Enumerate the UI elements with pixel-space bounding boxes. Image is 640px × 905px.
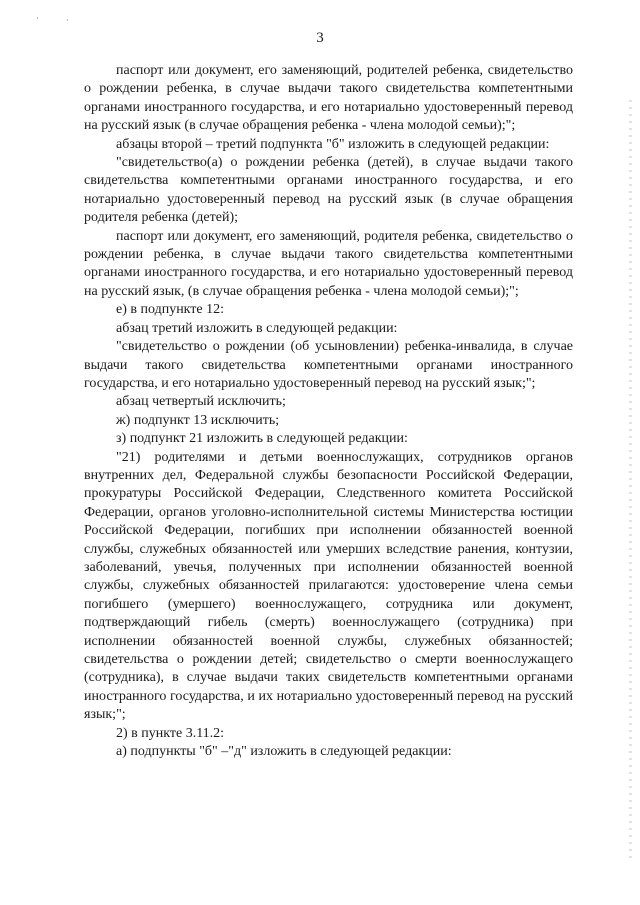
paragraph: паспорт или документ, его заменяющий, родителя ребенка, свидетельство о рождении ребенка, в случае выдачи такого свидетельства компетентными органами иностранного государства, и его нотариально удостоверенный перевод на русский язык, (в случае обращения ребенка - члена молодой семьи);"; [84, 228, 573, 299]
scan-artifact-mark: · [66, 16, 69, 25]
paragraph: з) подпункт 21 изложить в следующей редакции: [116, 431, 408, 447]
paragraph: 2) в пункте 3.11.2: [116, 725, 225, 741]
scan-artifact-mark: · [36, 14, 39, 23]
document-body [84, 62, 573, 761]
paragraph: "свидетельство о рождении (об усыновлении) ребенка-инвалида, в случае выдачи такого свидетельства компетентными органами иностранного государства, и его нотариально удостоверенный перевод на русский язык;"; [84, 339, 573, 391]
paragraph: е) в подпункте 12: [116, 302, 225, 318]
paragraph: а) подпункты "б" –"д" изложить в следующей редакции: [116, 744, 452, 760]
paragraph: паспорт или документ, его заменяющий, родителей ребенка, свидетельство о рождении ребенка, в случае выдачи такого свидетельства компетентными органами иностранного государства, и его нотариально удостоверенный перевод на русский язык (в случае обращения ребенка - члена молодой семьи);"; [84, 63, 573, 134]
paragraph: "21) родителями и детьми военнослужащих, сотрудников органов внутренних дел, Федеральной службы безопасности Российской Федерации, прокуратуры Российской Федерации, Следственного комитета Российской Федерации, органов уголовно-исполнительной системы Министерства юстиции Российской Федерации, погибших при исполнении обязанностей военной службы, служебных обязанностей или умерших вследствие ранения, контузии, заболеваний, увечья, полученных при исполнении обязанностей военной службы, служебных обязанностей прилагаются: удостоверение члена семьи погибшего (умершего) военнослужащего, сотрудника или документ, подтверждающий гибель (смерть) военнослужащего (сотрудника) при исполнении обязанностей военной службы, служебных обязанностей; свидетельства о рождении детей; свидетельство о смерти военнослужащего (сотрудника), в случае выдачи таких свидетельств компетентными органами иностранного государства, и их нотариально удостоверенный перевод на русский язык;"; [84, 449, 573, 723]
paragraph: ж) подпункт 13 исключить; [116, 412, 280, 428]
paragraph: абзац третий изложить в следующей редакции: [116, 320, 398, 336]
paragraph: "свидетельство(а) о рождении ребенка (детей), в случае выдачи такого свидетельства компетентными органами иностранного государства, и его нотариально удостоверенный перевод на русский язык (в случае обращения родителя ребенка (детей); [84, 155, 573, 226]
scan-edge-noise [629, 100, 632, 860]
paragraph: абзацы второй – третий подпункта "б" изложить в следующей редакции: [116, 136, 550, 152]
paragraph: абзац четвертый исключить; [116, 394, 286, 410]
page-number: 3 [316, 30, 324, 46]
